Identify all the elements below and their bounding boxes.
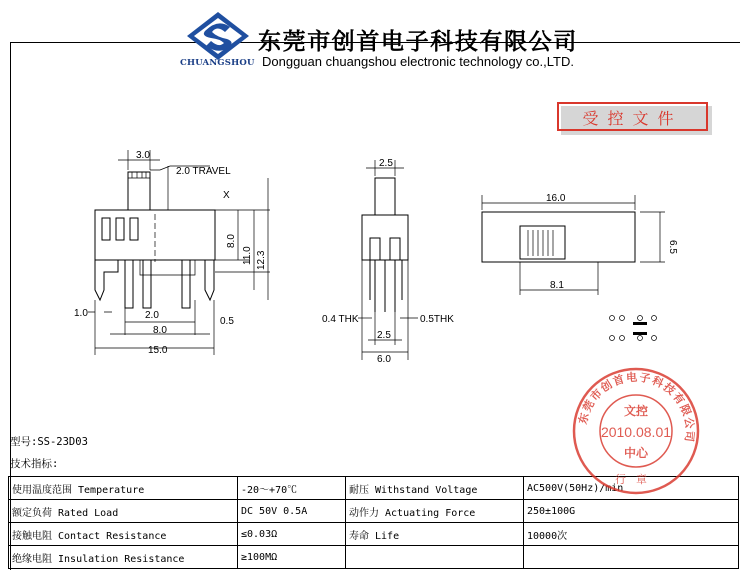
dim-text: 16.0: [546, 193, 566, 204]
spec-cell: 绝缘电阻 Insulation Resistance: [9, 546, 238, 569]
model-number: 型号:SS-23D03: [10, 436, 88, 448]
spec-cell: [524, 546, 739, 569]
spec-cell: -20～+70℃: [238, 477, 346, 500]
side-view-drawing: [74, 150, 270, 356]
spec-title: 技术指标:: [10, 458, 59, 470]
spec-cell: ≥100MΩ: [238, 546, 346, 569]
stamp-bottom: 行章: [615, 473, 657, 486]
spec-cell: 10000次: [524, 523, 739, 546]
spec-cell: ≤0.03Ω: [238, 523, 346, 546]
dim-text: 0.5THK: [420, 314, 454, 325]
spec-cell: 接触电阻 Contact Resistance: [9, 523, 238, 546]
company-name-en: Dongguan chuangshou electronic technology co.,LTD.: [262, 54, 574, 69]
dim-text: 8.0: [153, 325, 167, 336]
company-name-cn: 东莞市创首电子科技有限公司: [258, 29, 578, 55]
dim-text: 2.5: [379, 158, 393, 169]
dim-text: 1.0: [74, 308, 88, 319]
spec-cell: DC 50V 0.5A: [238, 500, 346, 523]
dim-text: 6.5: [667, 240, 678, 254]
spec-cell: 耐压 Withstand Voltage: [346, 477, 524, 500]
dim-text: 2.0: [145, 310, 159, 321]
dim-text: 0.5: [220, 316, 234, 327]
spec-cell: [346, 546, 524, 569]
end-view-drawing: [322, 158, 454, 365]
stamp-line1: 文控: [623, 404, 649, 418]
brand-logo-text: CHUANGSHOU: [180, 58, 255, 68]
spec-cell: 寿命 Life: [346, 523, 524, 546]
dim-text: X: [223, 190, 230, 201]
spec-cell: 250±100G: [524, 500, 739, 523]
stamp-line3: 中心: [623, 446, 649, 460]
stamp-date: 2010.08.01: [600, 424, 672, 440]
dim-text: 0.4 THK: [322, 314, 359, 325]
table-row: [9, 546, 739, 569]
dim-text: 15.0: [148, 345, 168, 356]
dim-text: 3.0: [136, 150, 150, 161]
stamp-ring-text: 东莞市创首电子科技有限公司: [576, 370, 697, 444]
top-view-drawing: [482, 193, 678, 341]
dim-text: 8.0: [226, 234, 237, 248]
table-row: [9, 500, 739, 523]
dim-text: 12.3: [256, 250, 267, 270]
dim-text: 6.0: [377, 354, 391, 365]
dim-text: 11.0: [242, 246, 253, 265]
dim-text: 2.5: [377, 330, 391, 341]
company-seal-stamp: [570, 365, 702, 497]
spec-cell: AC500V(50Hz)/min: [524, 477, 739, 500]
dim-text: 2.0 TRAVEL: [176, 166, 231, 177]
dim-text: 8.1: [550, 280, 564, 291]
spec-cell: 动作力 Actuating Force: [346, 500, 524, 523]
spec-cell: 额定负荷 Rated Load: [9, 500, 238, 523]
spec-cell: 使用温度范围 Temperature: [9, 477, 238, 500]
table-row: [9, 523, 739, 546]
controlled-document-label: 受控文件: [557, 102, 708, 131]
